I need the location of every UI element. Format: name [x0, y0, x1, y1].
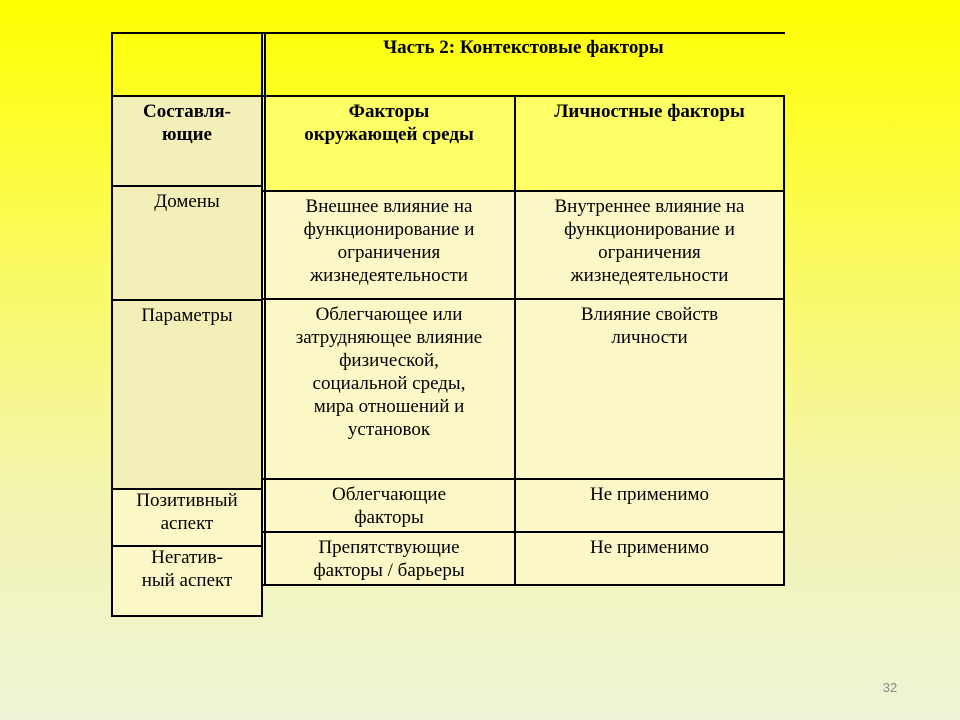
- text-line: ный аспект: [141, 570, 233, 591]
- row-label-parameters: [112, 300, 262, 489]
- text-line: Влияние свойств: [580, 304, 719, 325]
- negative-personal-text: [519, 536, 780, 559]
- text-line: ющие: [162, 124, 212, 145]
- text-line: Параметры: [141, 305, 233, 326]
- row-label-domains-text: [116, 190, 258, 213]
- text-line: Облегчающие: [331, 484, 447, 505]
- positive-environmental-cell: [263, 479, 515, 532]
- positive-environmental-text: [267, 483, 511, 529]
- domains-personal-text: [519, 195, 780, 287]
- part-title: Часть 2: Контекстовые факторы: [383, 37, 664, 58]
- row-label-positive-text: [116, 489, 258, 535]
- row-label-parameters-text: [116, 304, 258, 327]
- part-title-cell: [263, 33, 784, 96]
- divider: [111, 32, 113, 617]
- text-line: факторы / барьеры: [313, 560, 465, 581]
- text-line: Препятствующие: [318, 537, 460, 558]
- divider: [514, 95, 516, 585]
- text-line: жизнедеятельности: [570, 265, 729, 286]
- row-label-negative: [112, 546, 262, 616]
- divider: [264, 32, 266, 585]
- text-line: аспект: [160, 513, 214, 534]
- divider: [111, 545, 263, 547]
- text-line: затрудняющее влияние: [295, 327, 483, 348]
- components-header-cell: [112, 96, 262, 186]
- text-line: Облегчающее или: [315, 304, 463, 325]
- divider: [263, 95, 785, 97]
- divider: [111, 95, 263, 97]
- text-line: установок: [347, 419, 431, 440]
- domains-personal-cell: [515, 191, 784, 299]
- row-label-positive: [112, 489, 262, 546]
- text-line: Внутреннее влияние на: [554, 196, 745, 217]
- text-line: мира отношений и: [313, 396, 465, 417]
- text-line: Составля-: [143, 101, 231, 122]
- divider: [263, 32, 785, 34]
- text-line: окружающей среды: [304, 124, 474, 145]
- text-line: функционирование и: [303, 219, 475, 240]
- domains-environmental-cell: [263, 191, 515, 299]
- parameters-personal-text: [519, 303, 780, 349]
- text-line: факторы: [354, 507, 424, 528]
- text-line: Не применимо: [589, 537, 710, 558]
- divider: [111, 488, 263, 490]
- divider: [263, 531, 785, 533]
- negative-environmental-text: [267, 536, 511, 582]
- text-line: Домены: [154, 191, 220, 212]
- divider: [783, 95, 785, 585]
- divider: [263, 478, 785, 480]
- environmental-header-text: [267, 100, 511, 146]
- parameters-personal-cell: [515, 299, 784, 479]
- components-header-text: [116, 100, 258, 146]
- positive-personal-cell: [515, 479, 784, 532]
- divider: [263, 190, 785, 192]
- parameters-environmental-text: [267, 303, 511, 441]
- divider: [261, 32, 263, 617]
- text-line: Факторы: [348, 101, 430, 122]
- text-line: физической,: [339, 350, 439, 371]
- positive-personal-text: [519, 483, 780, 506]
- text-line: Личностные факторы: [554, 101, 745, 122]
- text-line: личности: [611, 327, 688, 348]
- negative-environmental-cell: [263, 532, 515, 585]
- text-line: социальной среды,: [312, 373, 466, 394]
- text-line: Внешнее влияние на: [305, 196, 473, 217]
- divider: [263, 584, 785, 586]
- domains-environmental-text: [267, 195, 511, 287]
- slide-number: 32: [882, 680, 898, 695]
- text-line: жизнедеятельности: [310, 265, 468, 286]
- row-label-negative-text: [116, 546, 258, 592]
- text-line: Негатив-: [151, 547, 223, 568]
- text-line: Позитивный: [136, 490, 238, 511]
- divider: [111, 185, 263, 187]
- divider: [111, 299, 263, 301]
- negative-personal-cell: [515, 532, 784, 585]
- divider: [111, 615, 263, 617]
- personal-header-cell: [515, 96, 784, 191]
- parameters-environmental-cell: [263, 299, 515, 479]
- personal-header-text: [519, 100, 780, 123]
- text-line: функционирование и: [564, 219, 735, 240]
- text-line: ограничения: [598, 242, 701, 263]
- text-line: Не применимо: [589, 484, 710, 505]
- row-label-domains: [112, 186, 262, 300]
- divider: [263, 298, 785, 300]
- environmental-header-cell: [263, 96, 515, 191]
- divider: [111, 32, 263, 34]
- left-header-blank-cell: [112, 33, 262, 96]
- text-line: ограничения: [337, 242, 441, 263]
